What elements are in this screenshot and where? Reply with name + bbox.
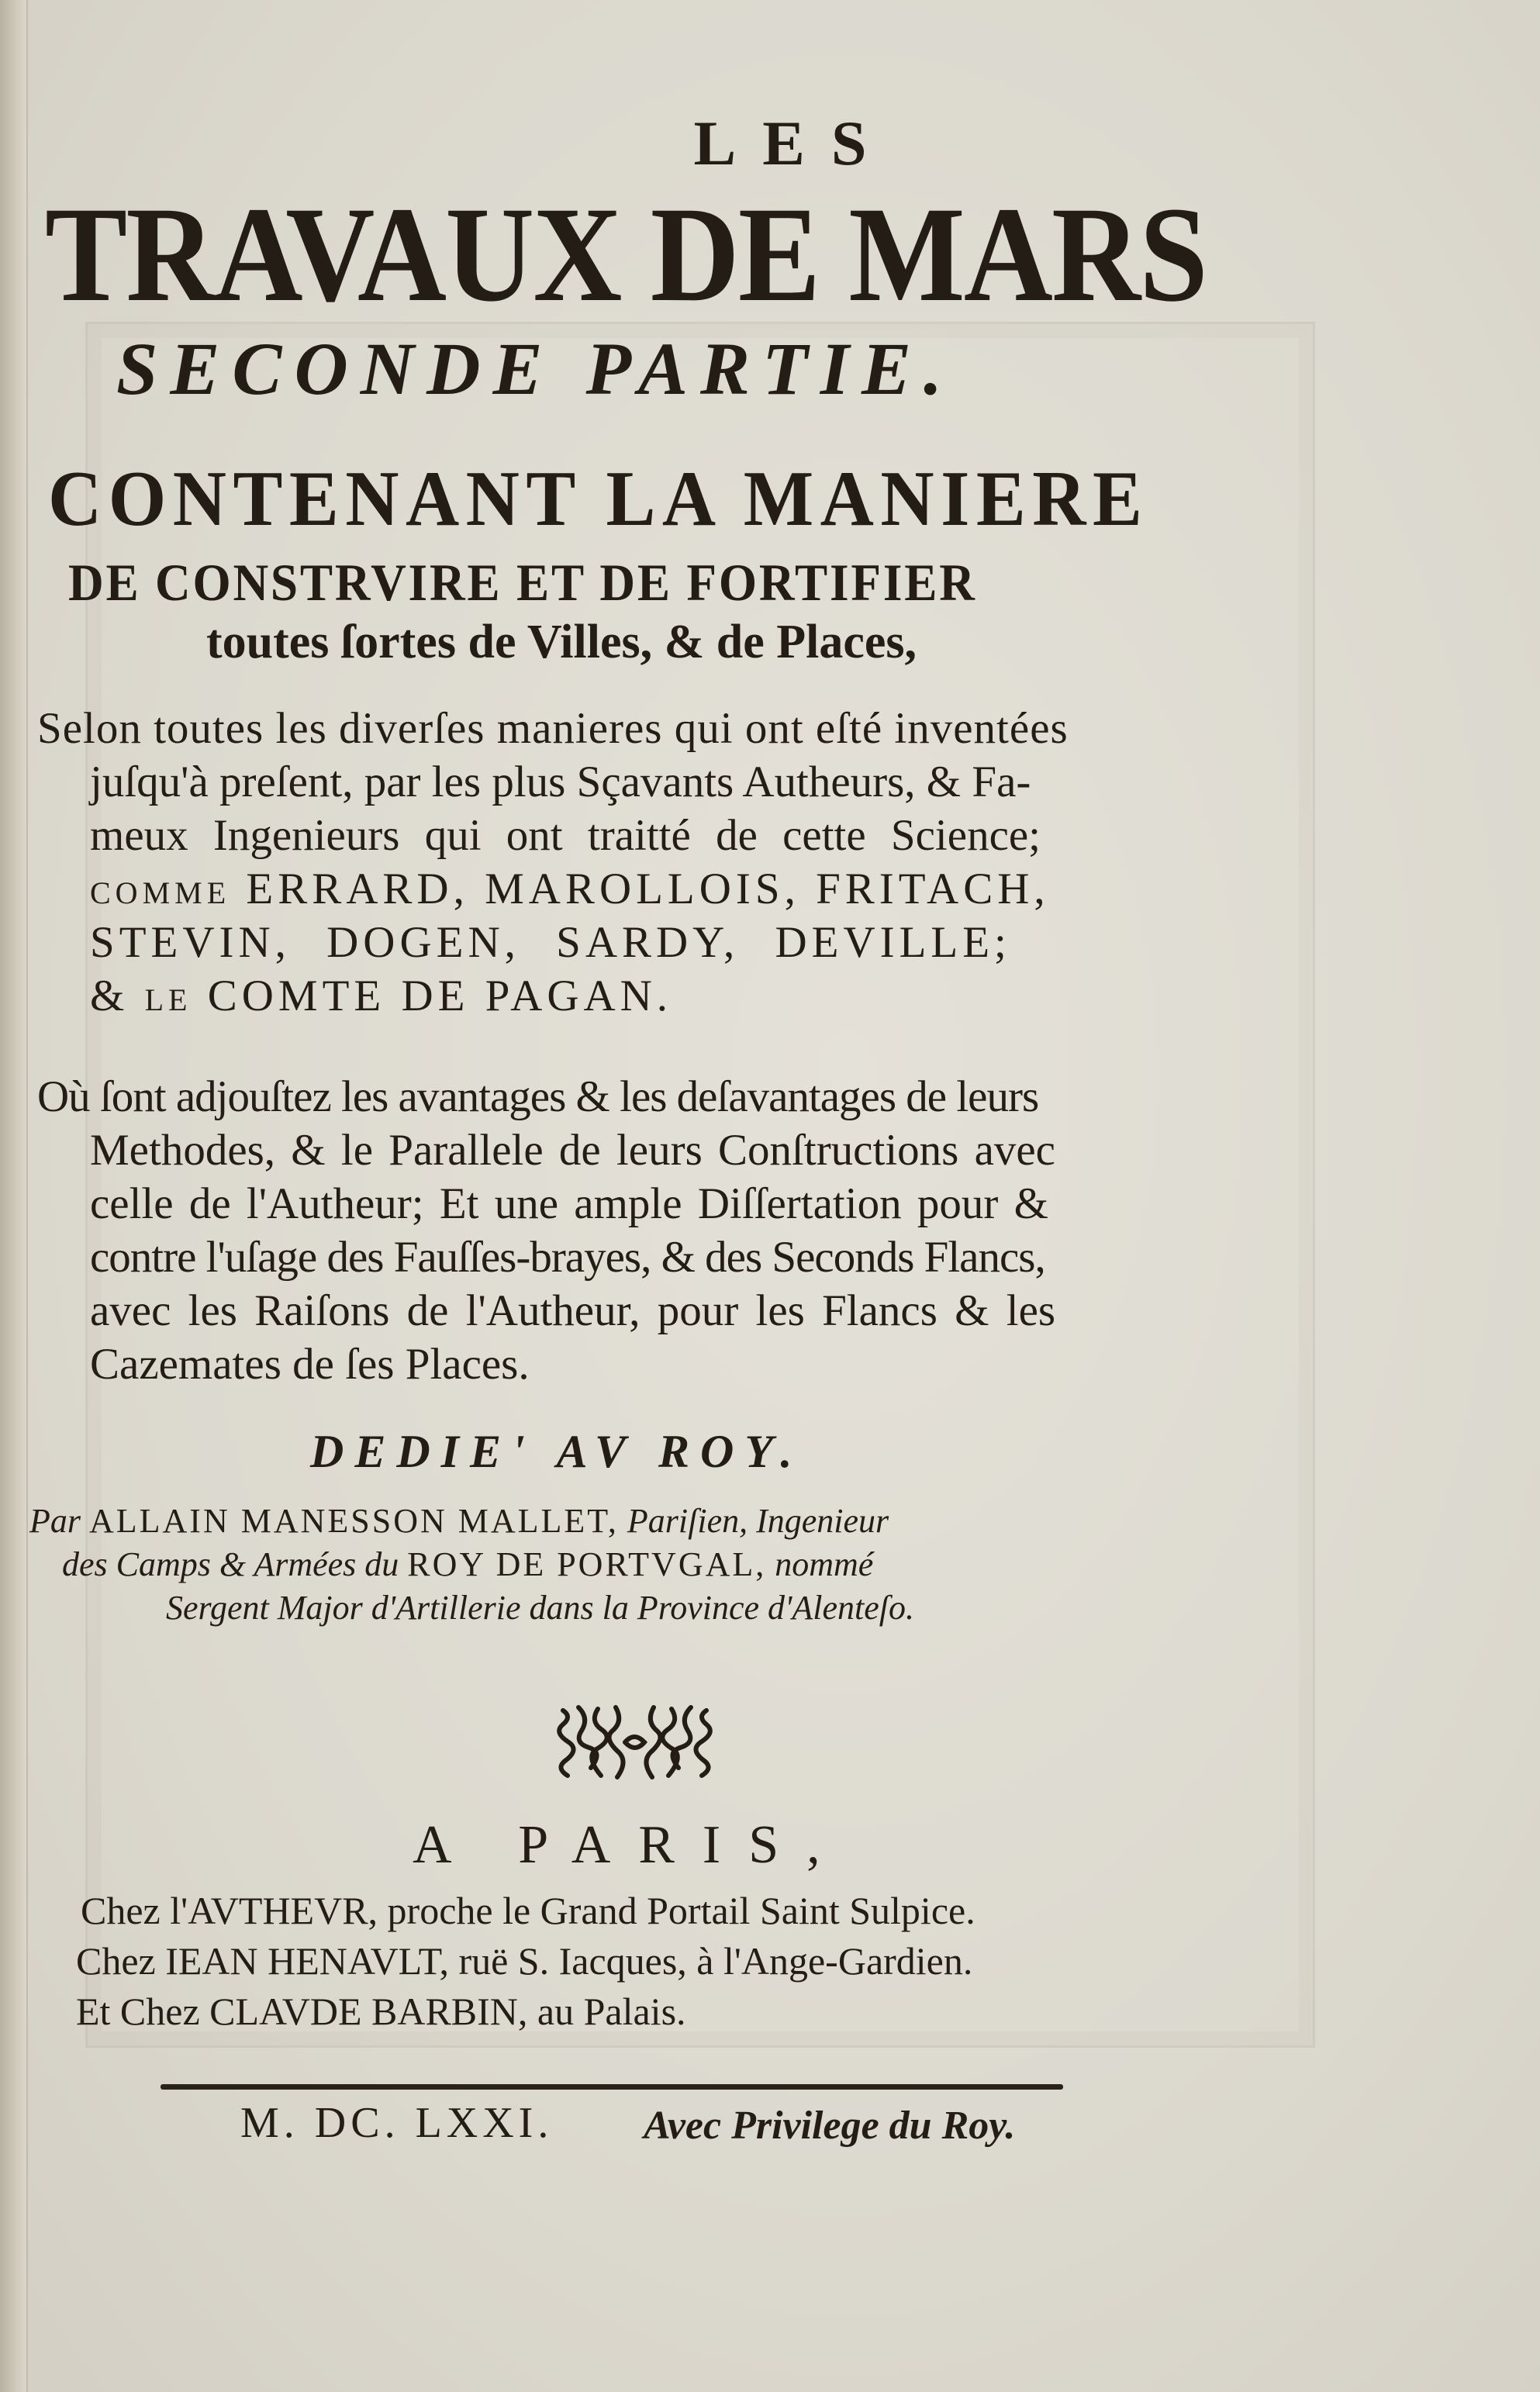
book-gutter: [0, 0, 28, 2392]
author-prefix: Par: [29, 1502, 81, 1540]
author-line-2: [62, 1544, 873, 1586]
paragraph-line: meux Ingenieurs qui ont traitté de cette Science;: [90, 811, 1041, 860]
main-title: TRAVAUX DE MARS: [45, 179, 1207, 330]
dedication: DEDIE' AV ROY.: [310, 1426, 803, 1477]
paragraph-line: Methodes, & le Parallele de leurs Conſtructions avec: [90, 1126, 1055, 1175]
paragraph-line: Cazemates de ſes Places.: [90, 1340, 530, 1389]
paragraph-line: Où ſont adjouſtez les avantages & les deſavantages de leurs: [37, 1072, 1039, 1121]
author-name: ALLAIN MANESSON MALLET,: [89, 1502, 619, 1540]
paragraph-line: STEVIN, DOGEN, SARDY, DEVILLE;: [90, 918, 1011, 967]
paragraph-line: celle de l'Autheur; Et une ample Diſſertation pour &: [90, 1179, 1048, 1228]
royal-privilege: Avec Privilege du Roy.: [644, 2104, 1016, 2148]
publication-year: M. DC. LXXI.: [240, 2099, 554, 2147]
author-line-3: Sergent Major d'Artillerie dans la Province d'Alenteſo.: [166, 1589, 915, 1627]
paragraph-line: comme ERRARD, MAROLLOIS, FRITACH,: [90, 865, 1050, 913]
horizontal-rule: [161, 2084, 1063, 2090]
imprint-line: Chez IEAN HENAVLT, ruë S. Iacques, à l'Ange-Gardien.: [76, 1939, 973, 1983]
subtitle-contenant: CONTENANT LA MANIERE: [48, 455, 1149, 543]
fleuron-ornament-icon: [555, 1701, 714, 1783]
author-king: ROY DE PORTVGAL,: [407, 1545, 767, 1583]
paragraph-line: Selon toutes les diverſes manieres qui ont eſté inventées: [37, 704, 1069, 753]
part-title: SECONDE PARTIE.: [116, 327, 955, 410]
subtitle-construire: DE CONSTRVIRE ET DE FORTIFIER: [68, 553, 977, 612]
imprint-line: Chez l'AVTHEVR, proche le Grand Portail Saint Sulpice.: [81, 1889, 975, 1932]
author-role: des Camps & Armées du: [62, 1545, 399, 1583]
imprint-line: Et Chez CLAVDE BARBIN, au Palais.: [76, 1990, 686, 2033]
paragraph-line: juſqu'à preſent, par les plus Sçavants Autheurs, & Fa-: [90, 758, 1031, 806]
paragraph-line: avec les Raiſons de l'Autheur, pour les Flancs & les: [90, 1286, 1056, 1335]
author-named: nommé: [775, 1545, 874, 1583]
author-origin: Pariſien, Ingenieur: [627, 1502, 889, 1540]
imprint-city: A PARIS,: [413, 1815, 848, 1875]
title-les: LES: [693, 108, 893, 178]
author-line-1: [29, 1500, 889, 1542]
paragraph-line: & le COMTE DE PAGAN.: [90, 972, 673, 1020]
subtitle-toutes: toutes ſortes de Villes, & de Places,: [206, 616, 917, 668]
paragraph-line: contre l'uſage des Fauſſes-brayes, & des Seconds Flancs,: [90, 1233, 1045, 1282]
